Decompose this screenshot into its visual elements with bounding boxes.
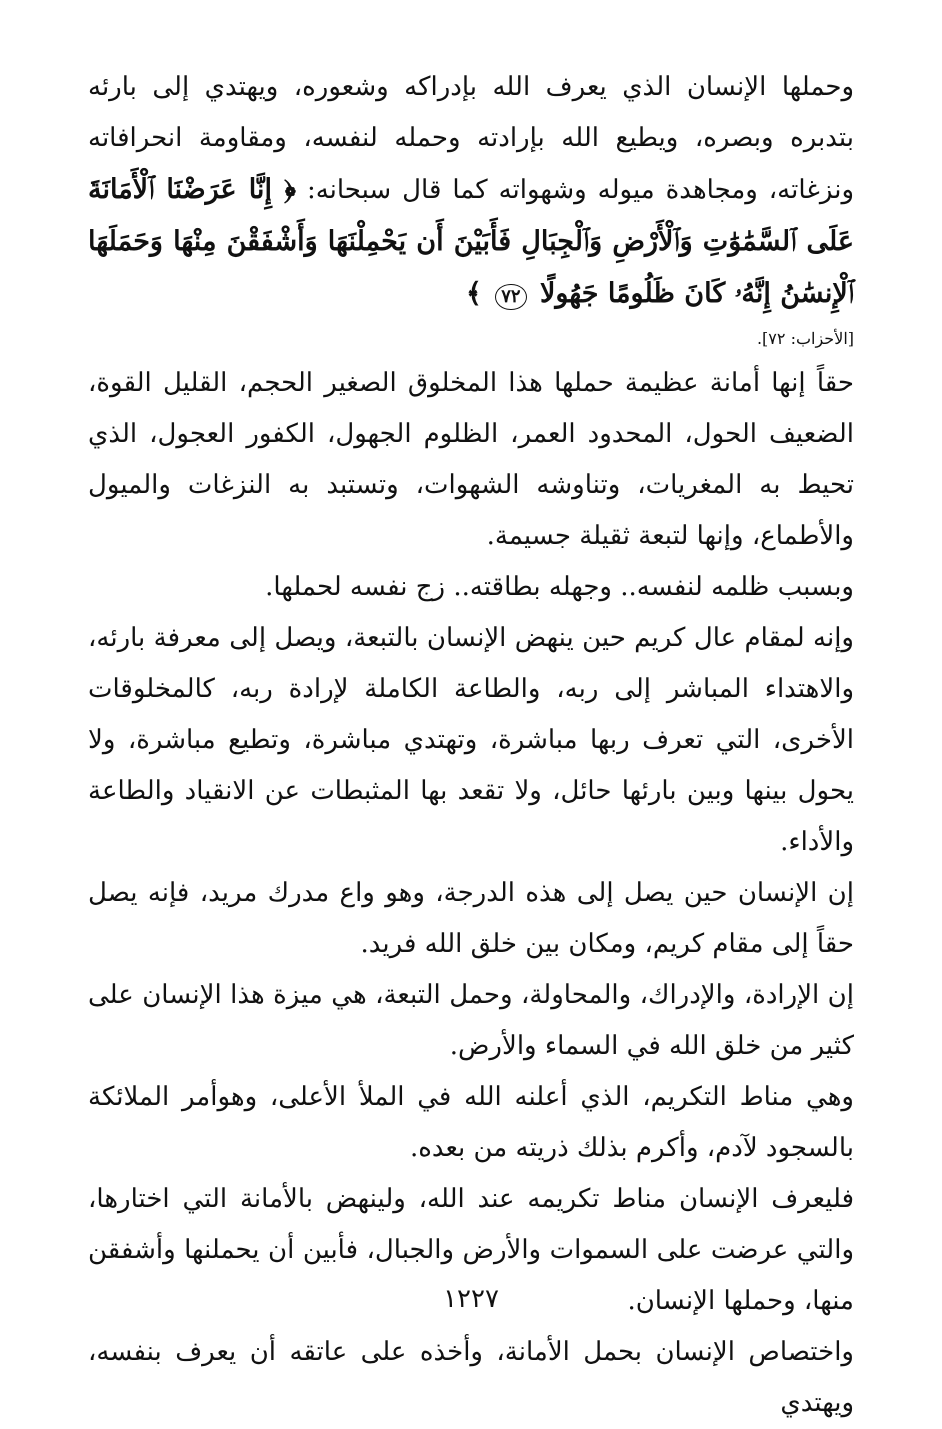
paragraph: واختصاص الإنسان بحمل الأمانة، وأخذه على عاتقه أن يعرف بنفسه، ويهتدي: [88, 1337, 854, 1418]
intro-paragraph: [88, 62, 854, 320]
verse-text: إِنَّا عَرَضْنَا ٱلْأَمَانَةَ عَلَى ٱلسَّمَٰوَٰتِ وَٱلْأَرْضِ وَٱلْجِبَالِ فَأَبَيْنَ أَن يَحْمِلْنَهَا وَأَشْفَقْنَ مِنْهَا وَحَمَلَهَا ٱلْإِنسَٰنُ إِنَّهُۥ كَانَ ظَلُومًا جَهُولًا: [88, 174, 854, 309]
paragraph: إن الإنسان حين يصل إلى هذه الدرجة، وهو واع مدرك مريد، فإنه يصل حقاً إلى مقام كريم، ومكان بين خلق الله فريد.: [88, 878, 854, 959]
intro-text: وحملها الإنسان الذي يعرف الله بإدراكه وشعوره، ويهتدي إلى بارئه بتدبره وبصره، ويطيع الله بإرادته وحمله لنفسه، ومقاومة انحرافاته ونزغاته، ومجاهدة ميوله وشهواته كما قال سبحانه:: [88, 72, 854, 205]
page-body: [88, 62, 854, 1429]
paragraph: حقاً إنها أمانة عظيمة حملها هذا المخلوق الصغير الحجم، القليل القوة، الضعيف الحول، المحدود العمر، الظلوم الجهول، الكفور العجول، الذي تحيط به المغريات، وتناوشه الشهوات، وتستبد به النزغات والميول والأطماع، وإنها لتبعة ثقيلة جسيمة.: [88, 368, 854, 551]
paragraph: وهي مناط التكريم، الذي أعلنه الله في الملأ الأعلى، وهوأمر الملائكة بالسجود لآدم، وأكرم بذلك ذريته من بعده.: [88, 1082, 854, 1163]
paragraph: وإنه لمقام عال كريم حين ينهض الإنسان بالتبعة، ويصل إلى معرفة بارئه، والاهتداء المباشر إلى ربه، والطاعة الكاملة لإرادة ربه، كالمخلوقات الأخرى، التي تعرف ربها مباشرة، وتهتدي مباشرة، وتطيع مباشرة، ولا يحول بينها وبين بارئها حائل، ولا تقعد بها المثبطات عن الانقياد والطاعة والأداء.: [88, 623, 854, 857]
verse-open-bracket: ﴿: [284, 174, 296, 205]
verse-citation: [الأحزاب: ٧٢].: [756, 329, 854, 348]
paragraph: فليعرف الإنسان مناط تكريمه عند الله، ولينهض بالأمانة التي اختارها، والتي عرضت على السموات والأرض والجبال، فأبين أن يحملنها وأشفقن منها، وحملها الإنسان.: [88, 1184, 854, 1316]
page-number: ١٢٢٧: [443, 1284, 499, 1314]
ayah-number-marker: ٧٢: [495, 284, 526, 310]
verse-close-bracket: ﴾: [465, 278, 482, 309]
paragraph: إن الإرادة، والإدراك، والمحاولة، وحمل التبعة، هي ميزة هذا الإنسان على كثير من خلق الله في السماء والأرض.: [88, 980, 854, 1061]
paragraph: وبسبب ظلمه لنفسه.. وجهله بطاقته.. زج نفسه لحملها.: [265, 572, 854, 602]
